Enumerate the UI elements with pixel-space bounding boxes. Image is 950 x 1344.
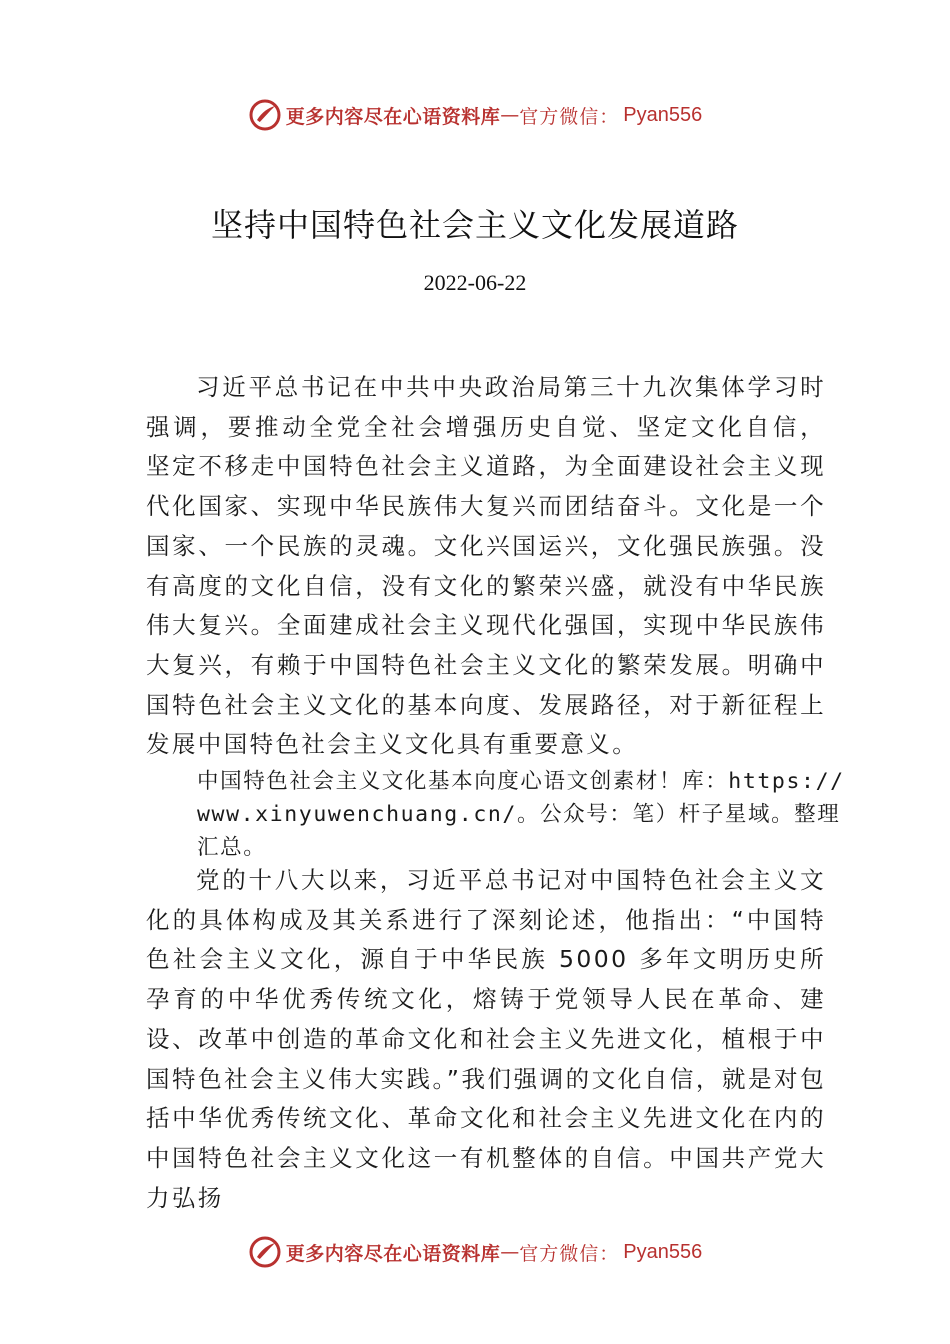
banner-dash: —	[500, 1241, 520, 1263]
banner-wechat-id: Pyan556	[623, 103, 703, 126]
brand-logo-icon	[248, 1235, 282, 1269]
source-note: 中国特色社会主义文化基本向度心语文创素材！库：https://www.xinyuwenchuang.cn/。公众号：笔）杆子星域。整理汇总。	[197, 769, 845, 860]
document-title: 坚持中国特色社会主义文化发展道路	[210, 206, 739, 244]
header-watermark-banner	[0, 95, 950, 135]
banner-text: 更多内容尽在心语资料库	[285, 1242, 501, 1265]
banner-wechat-label: 官方微信：	[519, 1242, 620, 1265]
document-date: 2022-06-22	[423, 270, 527, 295]
brand-logo-icon	[248, 98, 282, 132]
body-section-1	[146, 368, 826, 765]
banner-text: 更多内容尽在心语资料库	[285, 105, 501, 128]
banner-wechat-id: Pyan556	[623, 1240, 703, 1263]
paragraph-1: 习近平总书记在中共中央政治局第三十九次集体学习时强调，要推动全党全社会增强历史自觉、坚定文化自信， 坚定不移走中国特色社会主义道路，为全面建设社会主义现代化国家、实现中华民族伟大复兴而团结奋斗。文化是一个国家、一个民族的灵魂。文化兴国运兴，文化强民族强。没有高度的文化自信，没有文化的繁荣兴盛，就没有中华民族伟大复兴。全面建成社会主义现代化强国，实现中华民族伟大复兴，有赖于中国特色社会主义文化的繁荣发展。明确中国特色社会主义文化的基本向度、发展路径，对于新征程上发展中国特色社会主义文化具有重要意义。	[146, 373, 826, 759]
paragraph-2: 党的十八大以来，习近平总书记对中国特色社会主义文化的具体构成及其关系进行了深刻论述，他指出：“中国特色社会主义文化，源自于中华民族 5000 多年文明历史所孕育的中华优秀传统文化，熔铸于党领导人民在革命、建设、改革中创造的革命文化和社会主义先进文化，植根于中国特色社会主义伟大实践。”我们强调的文化自信，就是对包括中华优秀传统文化、革命文化和社会主义先进文化在内的中国特色社会主义文化这一有机整体的自信。中国共产党大力弘扬	[146, 866, 826, 1212]
banner-dash: —	[500, 104, 520, 126]
banner-wechat-label: 官方微信：	[519, 105, 620, 128]
body-section-2	[146, 861, 826, 1218]
footer-watermark-banner	[0, 1232, 950, 1272]
